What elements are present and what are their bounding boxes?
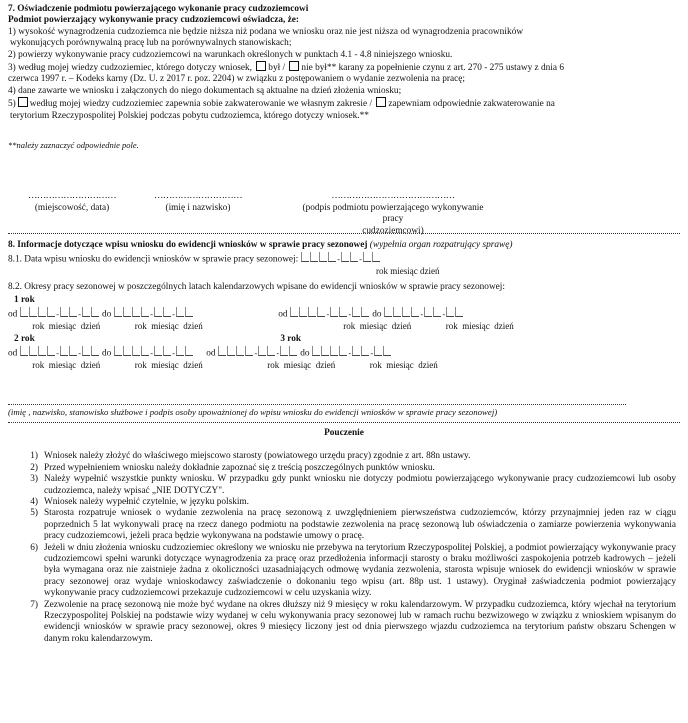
place-date-label: (miejscowość, data) bbox=[34, 202, 110, 213]
from-label: od bbox=[206, 348, 216, 359]
year-2-3-labels bbox=[8, 334, 680, 345]
name-line: ………………………… bbox=[154, 191, 242, 202]
authorised-signature-label: (imię , nazwisko, stanowisko służbowe i podpis osoby upoważnionej do wpisu wniosku do ewidencji wniosków w sprawie pracy sezonowej) bbox=[8, 406, 498, 417]
period-intro: 8.2. Okresy pracy sezonowej w poszczególnych latach kalendarzowych wpisane do ewidencji wniosków w sprawie pracy sezonowej: bbox=[8, 281, 505, 292]
statement-1b: wykonujących porównywalną pracę lub na porównywalnych stanowiskach; bbox=[10, 38, 292, 49]
item-text: Wniosek należy złożyć do właściwego miejscowo starosty (powiatowego urzędu pracy) zgodnie z art. 88n ustawy. bbox=[44, 451, 471, 462]
sub-rok: rok bbox=[32, 320, 45, 331]
item-text: Wniosek należy wypełnić czytelnie, w języku polskim. bbox=[44, 496, 249, 507]
year-2-label: 2 rok bbox=[14, 334, 35, 345]
checkbox-own-accommodation[interactable] bbox=[18, 97, 28, 107]
to-label: do bbox=[101, 348, 112, 359]
item-number: 5) bbox=[30, 508, 38, 519]
sub-rok: rok bbox=[267, 360, 280, 371]
section-7-heading: 7. Oświadczenie podmiotu powierzającego wykonanie pracy cudzoziemcowi bbox=[8, 4, 309, 14]
authorised-signature-line bbox=[8, 404, 626, 405]
label-nie-byl: nie był** karany za popełnienie czynu z art. 270 - 275 ustawy z dnia 6 bbox=[301, 63, 564, 74]
year-1-from-date[interactable]: - - bbox=[20, 307, 100, 321]
entry-date-sublabels: rok miesiąc dzień bbox=[376, 266, 440, 277]
section-7-intro: Podmiot powierzający wykonywanie pracy cudzoziemcowi oświadcza, że: bbox=[8, 15, 299, 26]
statement-2: 2) powierzy wykonywanie pracy cudzoziemcowi na warunkach określonych w punktach 4.1 - 4.8 niniejszego wniosku. bbox=[8, 49, 453, 60]
sub-dzien: dzień bbox=[494, 320, 514, 331]
sub-dzien: dzień bbox=[80, 360, 101, 371]
checkbox-byl[interactable] bbox=[256, 61, 266, 71]
year-2-to-date[interactable]: - - bbox=[114, 346, 194, 360]
instruction-item bbox=[20, 463, 676, 474]
year-1b-from-date[interactable]: - - bbox=[290, 307, 370, 321]
section-8-title: 8. Informacje dotyczące wpisu wniosku do ewidencji wniosków w sprawie pracy sezonowej bbox=[8, 240, 368, 251]
from-label: od bbox=[8, 308, 18, 319]
year-1b-to-date[interactable]: - - bbox=[384, 307, 464, 321]
sub-miesiac: miesiąc bbox=[462, 320, 490, 331]
sub-dzien: dzień bbox=[183, 320, 203, 331]
footnote: **należy zaznaczyć odpowiednie pole. bbox=[8, 140, 139, 151]
item-number: 6) bbox=[30, 542, 38, 553]
statement-5a bbox=[8, 97, 680, 110]
checkbox-provided-accommodation[interactable] bbox=[376, 97, 386, 107]
to-label: do bbox=[101, 308, 112, 319]
place-date-line: ………………………… bbox=[28, 191, 116, 202]
instruction-item bbox=[20, 497, 676, 508]
sub-miesiac: miesiąc bbox=[151, 360, 179, 371]
sub-rok: rok bbox=[134, 320, 147, 331]
item-number: 3) bbox=[30, 474, 38, 485]
item-text: Starosta rozpatruje wniosek o wydanie zezwolenia na pracę sezonową z uwzględnieniem pierwszeństwa cudzoziemców, którzy przynajmniej jeden raz w ciągu poprzednich 5 lat wykonywali pracę na rzecz danego podmiotu na podstawie zezwolenia na pracę sezonową lub oświadczenia o zamiarze powierzenia wykonywania pracy cudzoziemcowi, jeżeli praca będzie wykonywana na podstawie umowy o pracę. bbox=[44, 508, 676, 542]
statement-3a bbox=[8, 61, 680, 74]
item-number: 7) bbox=[30, 599, 38, 610]
section-8-note: (wypełnia organ rozpatrujący sprawę) bbox=[369, 240, 513, 251]
year-2-3-sublabels bbox=[8, 360, 680, 371]
sub-dzien: dzień bbox=[391, 320, 412, 331]
instruction-item bbox=[20, 451, 676, 462]
to-label: do bbox=[300, 348, 310, 359]
sub-miesiac: miesiąc bbox=[48, 360, 77, 371]
label-own-accommodation: według mojej wiedzy cudzoziemiec zapewnia sobie zakwaterowanie we własnym zakresie / bbox=[29, 99, 373, 110]
signature-label-1: (podpis podmiotu powierzającego wykonywanie pracy bbox=[302, 202, 484, 225]
instruction-item bbox=[20, 543, 676, 600]
sub-miesiac: miesiąc bbox=[283, 360, 312, 371]
instruction-item bbox=[20, 600, 676, 646]
year-2-3-row bbox=[8, 346, 680, 360]
label-provided-accommodation: zapewniam odpowiednie zakwaterowanie na bbox=[388, 99, 555, 110]
signature-label-2: cudzoziemcowi) bbox=[362, 225, 424, 236]
label-byl: był / bbox=[268, 63, 286, 74]
entry-date-label: 8.1. Data wpisu wniosku do ewidencji wniosków w sprawie pracy sezonowej: bbox=[8, 254, 299, 265]
section-end-rule bbox=[8, 422, 680, 423]
item-number: 1) bbox=[30, 451, 38, 462]
entry-date-boxes[interactable]: - - bbox=[301, 252, 381, 266]
signature-field bbox=[298, 191, 488, 237]
item-text: Przed wypełnieniem wniosku należy dokładnie zapoznać się z treścią poszczególnych punktów wniosku. bbox=[44, 462, 435, 473]
sub-miesiac: miesiąc bbox=[386, 360, 414, 371]
sub-rok: rok bbox=[369, 360, 382, 371]
sub-rok: rok bbox=[32, 360, 45, 371]
entry-date-row bbox=[8, 252, 680, 266]
sub-miesiac: miesiąc bbox=[48, 320, 77, 331]
year-3-to-date[interactable]: - - bbox=[312, 346, 392, 360]
sub-dzien: dzień bbox=[183, 360, 203, 371]
statement-4: 4) dane zawarte we wniosku i załączonych do niego dokumentach są aktualne na dzień złożenia wniosku; bbox=[8, 85, 402, 96]
item-text: Należy wypełnić wszystkie punkty wniosku. W przypadku gdy punkt wniosku nie dotyczy podmiotu powierzającego wykonywanie pracy cudzoziemcowi lub osoby cudzoziemca, należy wpisać „NIE DOTYCZY". bbox=[44, 474, 676, 496]
year-3-from-date[interactable]: - - bbox=[218, 346, 298, 360]
name-label: (imię i nazwisko) bbox=[165, 202, 231, 213]
instructions-list bbox=[8, 451, 680, 645]
year-1-label: 1 rok bbox=[14, 295, 35, 306]
year-3-label: 3 rok bbox=[280, 334, 302, 345]
place-date-field bbox=[12, 191, 132, 214]
instruction-item bbox=[20, 508, 676, 542]
year-1-to-date[interactable]: - - bbox=[114, 307, 194, 321]
sub-miesiac: miesiąc bbox=[151, 320, 179, 331]
statement-5b: terytorium Rzeczypospolitej Polskiej podczas pobytu cudzoziemca, którego dotyczy wniosek.** bbox=[10, 110, 369, 121]
year-2-from-date[interactable]: - - bbox=[20, 346, 100, 360]
sub-rok: rok bbox=[134, 360, 147, 371]
item-text: Zezwolenie na pracę sezonową nie może być wydane na okres dłuższy niż 9 miesięcy w roku kalendarzowym. W przypadku cudzoziemca, który wjechał na terytorium Rzeczypospolitej Polskiej na podstawie wizy wydanej w celu wykonywania pracy sezonowej lub w ramach ruchu bezwizowego w związku z wnioskiem wpisanym do ewidencji wniosków w sprawie pracy sezonowej, okres 9 miesięcy liczony jest od dnia pierwszego wjazdu cudzoziemca na terytorium państw obszaru Schengen w danym roku kalendarzowym. bbox=[44, 599, 676, 644]
pouczenie-title: Pouczenie bbox=[324, 427, 364, 438]
instruction-item bbox=[20, 474, 676, 497]
statement-3-text: 3) według mojej wiedzy cudzoziemiec, którego dotyczy wniosek, bbox=[8, 63, 252, 74]
sub-dzien: dzień bbox=[80, 320, 101, 331]
sub-rok: rok bbox=[445, 320, 458, 331]
sub-dzien: dzień bbox=[315, 360, 336, 371]
from-label: od bbox=[278, 308, 288, 319]
signature-row bbox=[8, 191, 680, 236]
year-1-row bbox=[8, 307, 680, 321]
year-1-sublabels bbox=[8, 321, 680, 332]
checkbox-nie-byl[interactable] bbox=[289, 61, 299, 71]
name-field bbox=[138, 191, 258, 214]
statement-1a: 1) wysokość wynagrodzenia cudzoziemca nie będzie niższa niż podana we wniosku oraz nie jest niższa od wynagrodzenia pracowników bbox=[8, 26, 524, 37]
statement-3b: czerwca 1997 r. – Kodeks karny (Dz. U. z 2017 r. poz. 2204) w związku z postępowaniem o wydanie zezwolenia na pracę; bbox=[8, 74, 465, 85]
item-number: 2) bbox=[30, 462, 38, 473]
sub-dzien: dzień bbox=[418, 360, 438, 371]
sub-miesiac: miesiąc bbox=[359, 320, 388, 331]
item-number: 4) bbox=[30, 496, 38, 507]
section-8-heading bbox=[8, 240, 680, 251]
to-label: do bbox=[372, 308, 382, 319]
item-text: Jeżeli w dniu złożenia wniosku cudzoziemiec określony we wniosku nie przebywa na terytorium Rzeczypospolitej Polskiej, a podmiot powierzający wykonywanie pracy cudzoziemcowi spełni warunki dotyczące wynagrodzenia za pracę oraz przedłożenia informacji starosty o braku możliwości zaspokojenia potrzeb kadrowych – jeżeli była wymagana oraz nie zaistnieje żadna z okoliczności uzasadniających odmowę wydania zezwolenia, starosta wpisuje wniosek do ewidencji wniosków w sprawie pracy sezonowej oraz wydaje wnioskodawcy zaświadczenie o dokonaniu tego wpisu (art. 88p ust. 1 ustawy). Oryginał zaświadczenia podmiot powierzający wykonywanie pracy cudzoziemcowi przekazuje cudzoziemcowi w celu uzyskania wizy. bbox=[44, 542, 676, 599]
sub-rok: rok bbox=[343, 320, 356, 331]
statement-5-num: 5) bbox=[8, 99, 16, 110]
from-label: od bbox=[8, 348, 18, 359]
signature-line: …………………………………… bbox=[331, 191, 455, 202]
